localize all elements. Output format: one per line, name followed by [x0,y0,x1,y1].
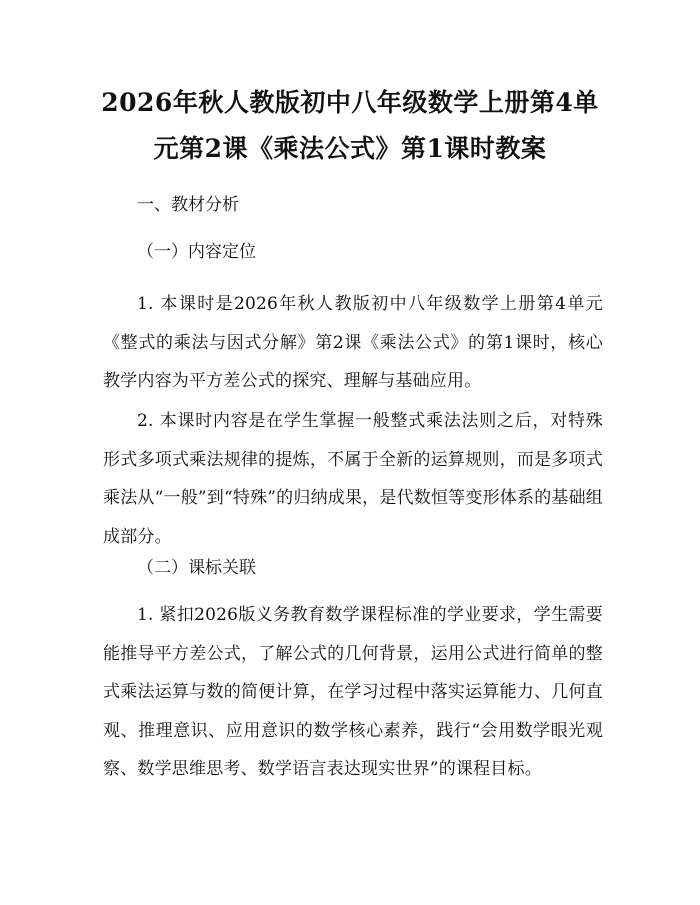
paragraph-3: 1. 紧扣2026版义务教育数学课程标准的学业要求，学生需要能推导平方差公式，了解公式的几何背景，运用公式进行简单的整式乘法运算与数的简便计算，在学习过程中落实运算能力、几何直观、推理意识、应用意识的数学核心素养，践行“会用数学眼光观察、数学思维思考、数学语言表达现实世界”的课程目标。 [103,605,603,779]
subheading-curriculum-link: （二）课标关联 [137,558,256,578]
subheading-content-positioning: （一）内容定位 [137,242,256,262]
paragraph-1: 1. 本课时是2026年秋人教版初中八年级数学上册第4单元《整式的乘法与因式分解》第2课《乘法公式》的第1课时，核心教学内容为平方差公式的探究、理解与基础应用。 [103,294,603,391]
section-heading-textbook-analysis: 一、教材分析 [137,195,239,215]
document-title: 2026年秋人教版初中八年级数学上册第4单元第2课《乘法公式》第1课时教案 [101,88,599,163]
paragraph-2: 2. 本课时内容是在学生掌握一般整式乘法法则之后，对特殊形式多项式乘法规律的提炼，不属于全新的运算规则，而是多项式乘法从“一般”到“特殊”的归纳成果，是代数恒等变形体系的基础组成部分。 [103,411,603,547]
